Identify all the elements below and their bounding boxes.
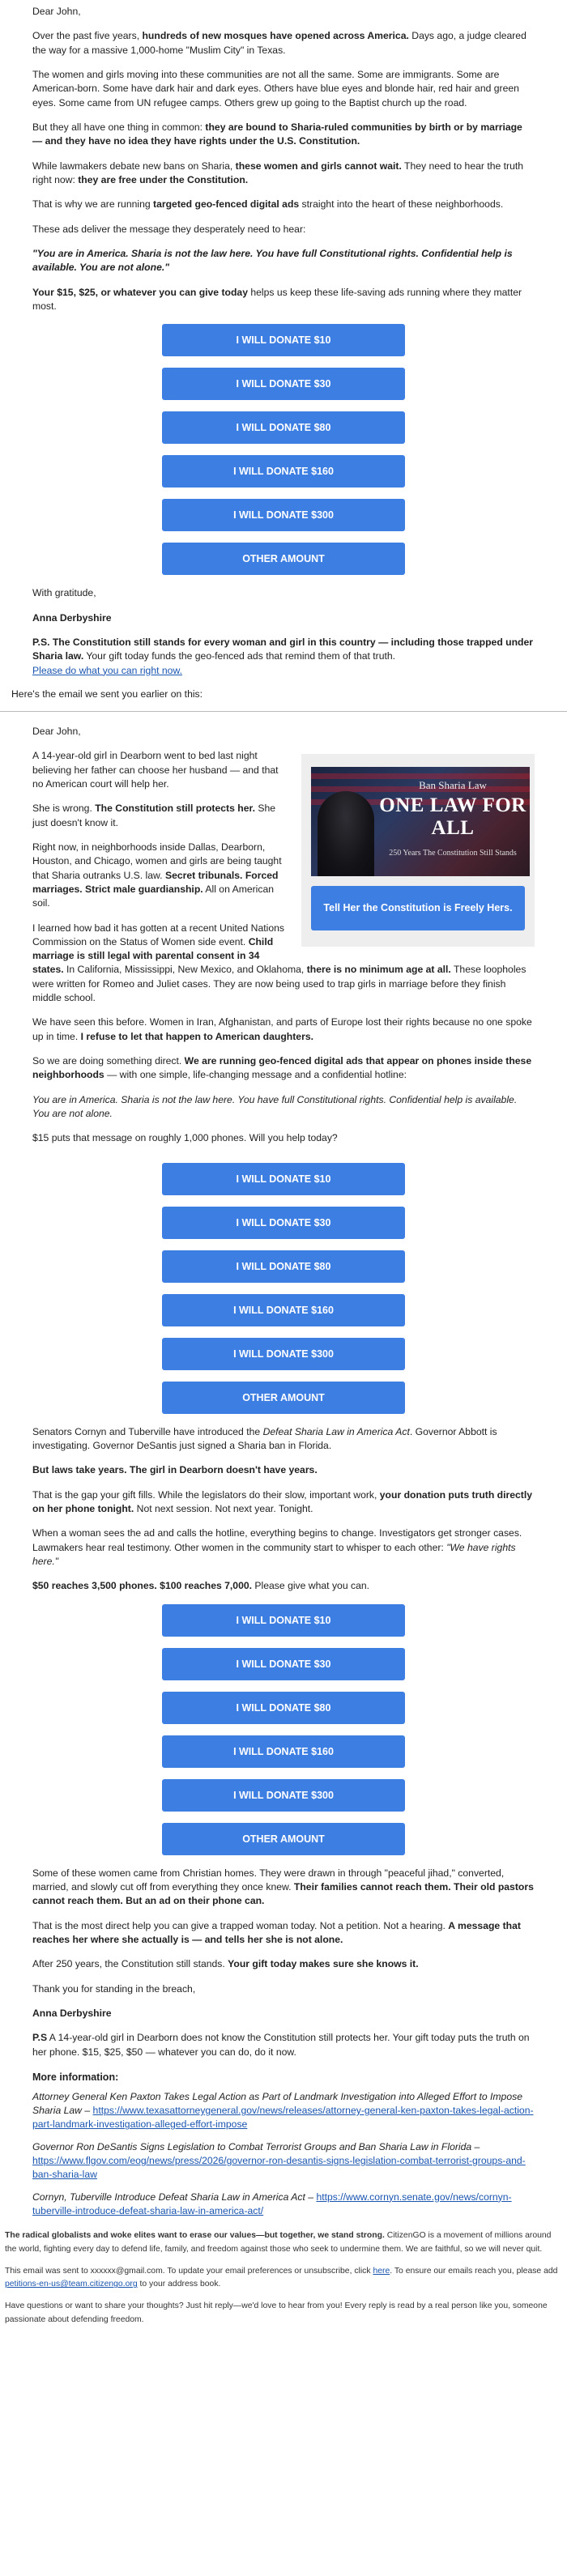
previous-email — [32, 725, 535, 2218]
footer-reply-note: Have questions or want to share your thoughts? Just hit reply—we'd love to hear from you! Every reply is read by a real person like you, someone passionate about defending freedom. — [5, 2301, 548, 2324]
donate-30-button[interactable]: I WILL DONATE $30 — [162, 1207, 405, 1239]
paragraph — [32, 1526, 535, 1569]
paragraph — [32, 286, 535, 314]
text: Senators Cornyn and Tuberville have introduced the — [32, 1425, 263, 1437]
paragraph: These ads deliver the message they desperately need to hear: — [32, 223, 306, 235]
donate-buttons-1 — [32, 324, 535, 575]
italic-quote: You are in America. Sharia is not the law here. You have full Constitutional rights. Confidential help is available. You are not alone. — [32, 1093, 518, 1120]
bold-text: Secret tribunals. Forced marriages. Strict male guardianship. — [32, 869, 279, 895]
footer — [0, 2229, 567, 2327]
text: But they all have one thing in common: — [32, 121, 206, 133]
bold-text: P.S — [32, 2032, 48, 2044]
source-title: Attorney General Ken Paxton Takes Legal Action as Part of Landmark Investigation into Alleged Effort to Impose Sharia Law — [32, 2090, 522, 2117]
bold-text: there is no minimum age at all. — [306, 964, 451, 976]
text: I learned how bad it has gotten at a recent United Nations Commission on the Status of Women side event. — [32, 922, 284, 947]
source-link[interactable]: https://www.cornyn.senate.gov/news/cornyn-tuberville-introduce-defeat-sharia-law-in-america-act/ — [32, 2191, 512, 2217]
text: We have seen this before. Women in Iran, Afghanistan, and parts of Europe lost their rights because no one spoke up in time. — [32, 1016, 532, 1042]
text: Days ago, a judge cleared the way for a massive 1,000-home "Muslim City" in Texas. — [32, 30, 526, 56]
text: Not next session. Not next year. Tonight. — [134, 1503, 313, 1515]
text: She is wrong. — [32, 803, 96, 815]
italic-text: Defeat Sharia Law in America Act — [262, 1425, 410, 1437]
paragraph — [32, 160, 535, 188]
source-title: Cornyn, Tuberville Introduce Defeat Sharia Law in America Act — [32, 2191, 305, 2203]
previous-email-intro: Here's the email we sent you earlier on this: — [11, 688, 203, 700]
paragraph — [32, 1579, 535, 1593]
bold-text: We are running geo-fenced digital ads that appear on phones inside these neighborhoods — [32, 1055, 532, 1081]
more-info-heading: More information: — [32, 2071, 119, 2083]
paragraph — [32, 121, 535, 149]
bold-text: Your gift today makes sure she knows it. — [228, 1958, 419, 1970]
source-link[interactable]: https://www.flgov.com/eog/news/press/2026/governor-ron-desantis-signs-legislation-combat-terrorist-groups-and-ban-sharia-law — [32, 2155, 526, 2181]
signature — [32, 2007, 535, 2020]
top-section — [32, 5, 535, 678]
text: Your gift today funds the geo-fenced ads that remind them of that truth. — [83, 650, 396, 662]
donate-80-button[interactable]: I WILL DONATE $80 — [162, 411, 405, 444]
bold-italic-quote: "You are in America. Sharia is not the law here. You have full Constitutional rights. Confidential help is available. You are not alone." — [32, 247, 513, 274]
text: These loopholes were written for Romeo and Juliet cases. They are now being used to trap girls in marriage before they finish middle school. — [32, 964, 526, 1004]
separator: – — [81, 2105, 93, 2117]
donate-160-button[interactable]: I WILL DONATE $160 — [162, 455, 405, 488]
veiled-woman-figure — [318, 791, 374, 876]
donate-80-button[interactable]: I WILL DONATE $80 — [162, 1692, 405, 1724]
bold-text: The radical globalists and woke elites want to erase our values—but together, we stand strong. — [5, 2231, 385, 2241]
bold-text: A message that reaches her where she actually is — and tells her she is not alone. — [32, 1919, 521, 1946]
signer-name: Anna Derbyshire — [32, 611, 112, 624]
donate-buttons-2 — [32, 1163, 535, 1414]
text: CitizenGO is a movement of millions around the world, fighting every day to defend life, family, and freedom against those who seek to undermine them. We are faithful, so we will never quit. — [5, 2231, 552, 2255]
bold-text: targeted geo-fenced digital ads — [153, 198, 300, 211]
text: All on American soil. — [32, 883, 275, 909]
banner-kicker: Ban Sharia Law — [419, 779, 487, 792]
donate-300-button[interactable]: I WILL DONATE $300 — [162, 1779, 405, 1812]
paragraph — [32, 29, 535, 57]
bold-text: these women and girls cannot wait. — [235, 160, 402, 172]
paragraph — [32, 1957, 535, 1971]
text: Some of these women came from Christian homes. They were drawn in through "peaceful jihad," converted, married, and slowly cut off from everything they once knew. — [32, 1867, 505, 1893]
banner-subtitle: 250 Years The Constitution Still Stands — [389, 849, 517, 858]
text: While lawmakers debate new bans on Sharia, — [32, 160, 236, 172]
postscript — [32, 636, 535, 678]
bold-text: Their families cannot reach them. Their old pastors cannot reach them. But an ad on their phone can. — [32, 1881, 534, 1907]
quote — [32, 247, 535, 275]
signer-name: Anna Derbyshire — [32, 2008, 112, 2020]
text: . To ensure our emails reach you, please add — [390, 2266, 558, 2276]
bold-text: $50 reaches 3,500 phones. $100 reaches 7,000. — [32, 1580, 253, 1592]
text: helps us keep these life-saving ads running where they matter most. — [32, 286, 522, 312]
donate-buttons-3 — [32, 1604, 535, 1855]
paragraph: A 14-year-old girl in Dearborn went to bed last night believing her father can choose her husband — and that no American court will help her. — [32, 750, 279, 790]
paragraph — [32, 1015, 535, 1044]
signature — [32, 611, 535, 625]
bold-text: Child marriage is still legal with parental consent in 34 states. — [32, 935, 274, 976]
paragraph — [32, 198, 535, 211]
bold-text: I refuse to let that happen to American daughters. — [80, 1030, 313, 1042]
greeting: Dear John, — [32, 6, 81, 17]
text: A 14-year-old girl in Dearborn does not know the Constitution still protects her. Your gift today puts the truth on her phone. $15, $25, $50 — whatever you can do, do it now. — [32, 2032, 530, 2058]
campaign-card — [301, 754, 535, 947]
donate-80-button[interactable]: I WILL DONATE $80 — [162, 1250, 405, 1283]
more-information — [32, 2071, 535, 2218]
text: After 250 years, the Constitution still stands. — [32, 1958, 228, 1970]
italic-text: "We have rights here." — [32, 1541, 516, 1568]
bold-text: your donation puts truth directly on her phone tonight. — [32, 1488, 533, 1515]
donate-10-button[interactable]: I WILL DONATE $10 — [162, 1163, 405, 1195]
source-title: Governor Ron DeSantis Signs Legislation to Combat Terrorist Groups and Ban Sharia Law in Florida — [32, 2140, 472, 2152]
unsubscribe-link[interactable]: here — [373, 2266, 390, 2276]
ps-donate-link[interactable]: Please do what you can right now. — [32, 664, 182, 676]
text: In California, Mississippi, New Mexico, and Oklahoma, — [63, 964, 307, 976]
text: . Governor Abbott is investigating. Governor DeSantis just signed a Sharia ban in Florida. — [32, 1425, 497, 1452]
text: So we are doing something direct. — [32, 1055, 185, 1067]
paragraph — [32, 1919, 535, 1948]
postscript — [32, 2031, 535, 2059]
bold-text: Your $15, $25, or whatever you can give today — [32, 286, 248, 298]
donate-300-button[interactable]: I WILL DONATE $300 — [162, 499, 405, 531]
separator: – — [305, 2191, 317, 2203]
tell-her-button[interactable]: Tell Her the Constitution is Freely Hers. — [311, 886, 525, 930]
greeting: Dear John, — [32, 725, 81, 737]
paragraph — [32, 1867, 535, 1909]
sender-email-link[interactable]: petitions-en-us@team.citizengo.org — [5, 2280, 138, 2289]
bold-text: The Constitution still protects her. — [95, 803, 255, 815]
paragraph — [32, 1054, 535, 1083]
text: Please give what you can. — [252, 1580, 370, 1592]
paragraph: $15 puts that message on roughly 1,000 phones. Will you help today? — [32, 1132, 338, 1144]
footer-subscription — [5, 2265, 562, 2292]
donate-30-button[interactable]: I WILL DONATE $30 — [162, 368, 405, 400]
paragraph — [32, 1463, 535, 1477]
closing: With gratitude, — [32, 587, 96, 599]
source-item — [32, 2090, 535, 2132]
bold-text: they are free under the Constitution. — [78, 173, 249, 185]
campaign-banner-image — [311, 767, 530, 876]
text: When a woman sees the ad and calls the hotline, everything begins to change. Investigators get stronger cases. Lawmakers hear real testimony. Other women in the community start to whisper to each other: — [32, 1527, 522, 1553]
text: They need to hear the truth right now: — [32, 160, 524, 185]
source-item — [32, 2191, 535, 2219]
source-item — [32, 2140, 535, 2182]
paragraph — [32, 1425, 535, 1454]
bold-text: P.S. The Constitution still stands for every woman and girl in this country — including those trapped under Sharia law. — [32, 636, 534, 662]
divider — [0, 711, 567, 712]
donate-10-button[interactable]: I WILL DONATE $10 — [162, 1604, 405, 1637]
bold-text: they are bound to Sharia-ruled communities by birth or by marriage — and they have no idea they have rights under the U.S. Constitution. — [32, 121, 522, 147]
text: That is the most direct help you can give a trapped woman today. Not a petition. Not a hearing. — [32, 1919, 449, 1931]
other-amount-button[interactable]: OTHER AMOUNT — [162, 543, 405, 575]
quote — [32, 1093, 535, 1122]
text: straight into the heart of these neighborhoods. — [299, 198, 504, 211]
donate-10-button[interactable]: I WILL DONATE $10 — [162, 324, 405, 356]
paragraph — [32, 1488, 535, 1517]
text: Right now, in neighborhoods inside Dallas, Dearborn, Houston, and Chicago, women and girls are being taught that Sharia outranks U.S. law. — [32, 841, 282, 881]
other-amount-button[interactable]: OTHER AMOUNT — [162, 1382, 405, 1414]
closing: Thank you for standing in the breach, — [32, 1982, 196, 1995]
banner-headline: ONE LAW FOR ALL — [379, 794, 526, 839]
donate-300-button[interactable]: I WILL DONATE $300 — [162, 1338, 405, 1370]
bold-text: But laws take years. The girl in Dearborn doesn't have years. — [32, 1464, 318, 1476]
paragraph: The women and girls moving into these communities are not all the same. Some are immigrants. Some are American-born. Some have dark hair and dark eyes. Others have blue eyes and blonde hair, red hair and green eyes. Some came from UN refugee camps. Others grew up going to the Baptist church up the road. — [32, 68, 519, 109]
text: This email was sent to xxxxxx@gmail.com. To update your email preferences or unsubscribe, click — [5, 2266, 373, 2276]
bold-text: hundreds of new mosques have opened across America. — [142, 30, 409, 42]
donate-160-button[interactable]: I WILL DONATE $160 — [162, 1294, 405, 1326]
text: — with one simple, life-changing message and a confidential hotline: — [104, 1069, 407, 1081]
donate-30-button[interactable]: I WILL DONATE $30 — [162, 1648, 405, 1680]
source-link[interactable]: https://www.texasattorneygeneral.gov/news/releases/attorney-general-ken-paxton-takes-legal-action-part-landmark-investigation-alleged-effort-impose — [32, 2105, 534, 2131]
footer-mission — [5, 2229, 562, 2256]
text: Over the past five years, — [32, 30, 143, 42]
text: to your address book. — [137, 2280, 221, 2289]
separator: – — [471, 2140, 480, 2152]
text: She just doesn't know it. — [32, 803, 276, 828]
other-amount-button[interactable]: OTHER AMOUNT — [162, 1823, 405, 1855]
text: That is the gap your gift fills. While the legislators do their slow, important work, — [32, 1488, 380, 1501]
donate-160-button[interactable]: I WILL DONATE $160 — [162, 1735, 405, 1768]
text: That is why we are running — [32, 198, 154, 211]
